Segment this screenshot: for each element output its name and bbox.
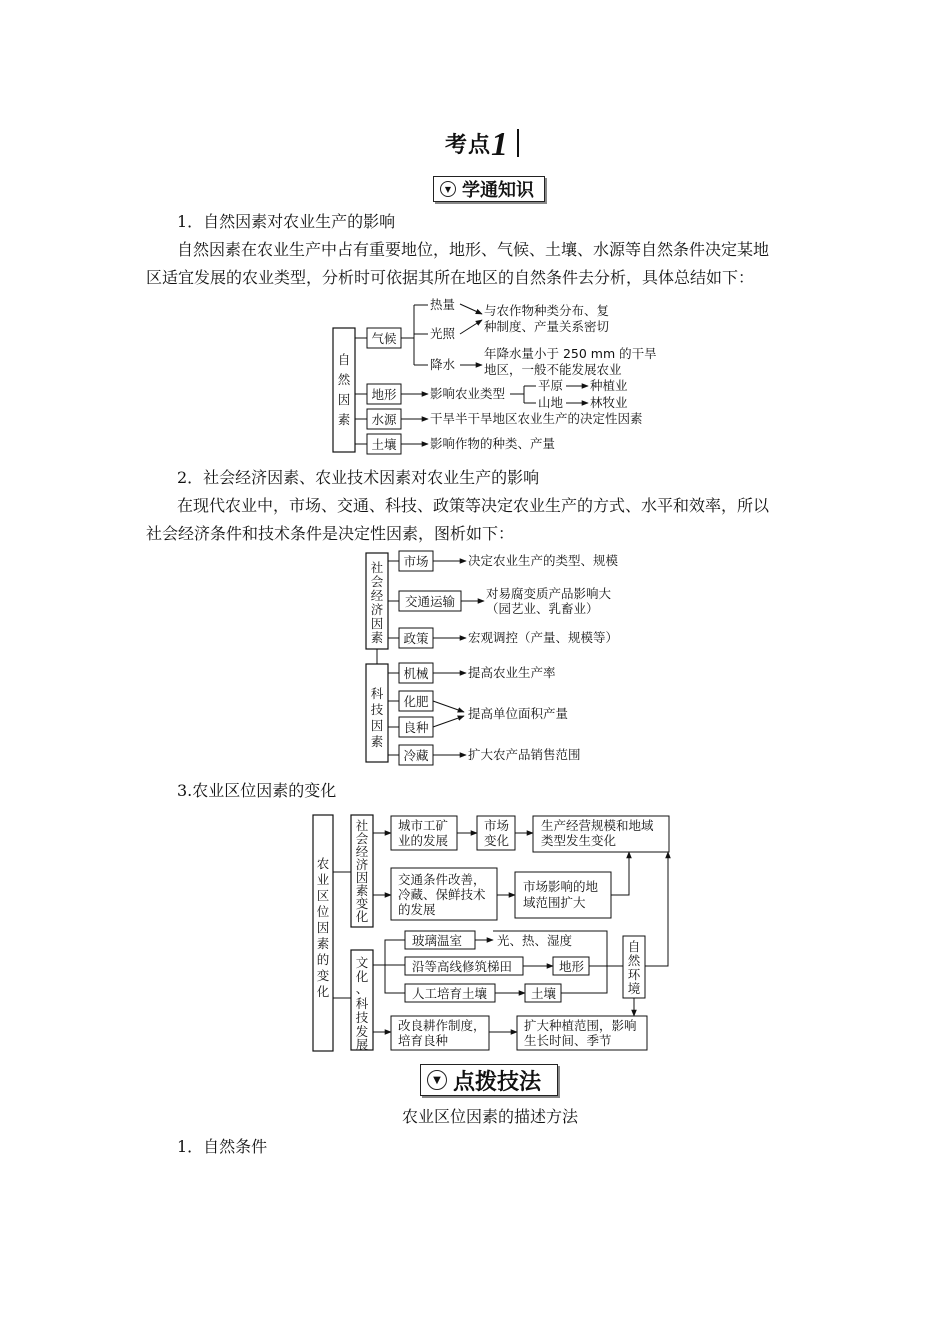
d3-g1-char: 经 [355,844,369,859]
d3-c2b: 变化 [484,833,510,848]
page-title: 考点1 [445,126,519,164]
d3-root-char: 因 [316,920,330,935]
d3-g1-char: 社 [355,818,369,833]
d3-c3b: 类型发生变化 [541,833,617,848]
d3-env-char: 自 [627,939,641,954]
d2-hl-t: 提高单位面积产量 [468,706,569,721]
triangle-down-icon: ▼ [440,181,456,197]
d3-f2a: 扩大种植范围，影响 [524,1018,637,1033]
d1-root-char: 然 [337,372,351,387]
d3-f1b: 培育良种 [398,1033,449,1048]
d3-g2-char: 技 [355,1010,369,1025]
d2-g2-char: 素 [370,734,384,749]
d3-g1-char: 素 [355,883,369,898]
d2-jiaotong-a: 对易腐变质产品影响大 [486,586,612,601]
d2-g2-char: 因 [370,718,384,733]
d2-jiaotong-b: （园艺业、乳畜业） [486,601,599,616]
method-caption: 农业区位因素的描述方法 [401,1107,578,1126]
d2-shichang-t: 决定农业生产的类型、规模 [468,553,619,568]
d3-g2-char: 展 [355,1037,369,1052]
d1-rere: 热量 [430,297,456,312]
d3-e3: 人工培育土壤 [412,986,488,1001]
d2-g1-char: 会 [370,574,384,589]
d3-c4b: 冷藏、保鲜技术 [398,887,486,902]
d3-c5b: 域范围扩大 [523,895,586,910]
d3-g2-char: 化 [355,969,369,984]
d2-huafei: 化肥 [403,694,429,709]
d3-root-char: 素 [316,936,330,951]
d3-g1-char: 因 [355,870,369,885]
d2-g1-char: 素 [370,630,384,645]
d3-c5a: 市场影响的地 [523,879,599,894]
d1-r1b: 种制度、产量关系密切 [484,319,610,334]
d2-zhengce-t: 宏观调控（产量、规模等） [468,630,619,645]
d2-g2-char: 技 [370,702,384,717]
d2-lengcang-t: 扩大农产品销售范围 [468,747,581,762]
d1-linmu: 林牧业 [590,395,628,410]
d1-shandi: 山地 [538,395,564,410]
d3-root-char: 业 [316,872,330,887]
d3-root-char: 化 [316,984,330,999]
d3-env-char: 环 [627,967,641,982]
d3-root-char: 变 [316,968,330,983]
d1-shuiyuan-t: 干旱半干旱地区农业生产的决定性因素 [430,411,643,426]
d3-root-char: 的 [316,952,330,967]
paragraph-1b: 区适宜发展的农业类型，分析时可依据其所在地区的自然条件去分析，具体总结如下： [146,268,755,287]
d3-env-char: 境 [627,981,641,996]
d3-c1a: 城市工矿 [398,818,449,833]
d3-g2-char: 文 [355,955,369,970]
d2-g1-char: 社 [370,560,384,575]
d2-lengcang: 冷藏 [403,748,429,763]
d2-g2-char: 科 [370,686,384,701]
d3-f2b: 生长时间、季节 [524,1033,612,1048]
d3-root-char: 区 [316,888,330,903]
d2-g1-char: 济 [370,602,384,617]
d1-pingyuan: 平原 [538,378,564,393]
d1-r2a: 年降水量小于 250 mm 的干旱 [484,346,657,361]
d2-jiaotong: 交通运输 [404,594,456,609]
d3-c1b: 业的发展 [398,833,449,848]
section-heading-1: 1．自然因素对农业生产的影响 [177,212,396,231]
d3-c2a: 市场 [484,818,510,833]
d3-g2-char: 、 [355,981,369,996]
d2-zhengce: 政策 [403,631,429,646]
d1-turang-t: 影响作物的种类、产量 [430,436,556,451]
d1-root-char: 素 [337,412,351,427]
section-heading-2: 2．社会经济因素、农业技术因素对农业生产的影响 [177,468,540,487]
d1-shuiyuan: 水源 [371,412,397,427]
section-badge-knowledge: ▼ 学通知识 [433,176,545,202]
d1-dixing: 地形 [371,387,397,402]
d1-root-char: 自 [337,352,351,367]
d1-r2b: 地区，一般不能发展农业 [484,362,622,377]
d3-e1: 玻璃温室 [412,933,463,948]
d3-c4a: 交通条件改善， [398,872,486,887]
d1-qihou: 气候 [371,331,397,346]
d3-env-char: 然 [627,953,641,968]
d3-e3r: 土壤 [531,986,557,1001]
d3-g1-char: 济 [355,857,369,872]
d3-e1r: 光、热、湿度 [497,933,573,948]
d3-g2-char: 发 [355,1024,369,1039]
section-heading-4: 1．自然条件 [177,1137,268,1156]
d1-zhongzhi: 种植业 [590,378,628,393]
d2-jixie-t: 提高农业生产率 [468,665,556,680]
d3-c4c: 的发展 [398,902,436,917]
d2-liangzhong: 良种 [403,720,429,735]
d1-jiangshui: 降水 [430,357,456,372]
d1-turang: 土壤 [371,437,397,452]
paragraph-1a: 自然因素在农业生产中占有重要地位，地形、气候、土壤、水源等自然条件决定某地 [177,240,770,259]
d3-g2-char: 科 [355,996,369,1011]
diagram-social-factors [366,551,619,765]
section-heading-3: 3.农业区位因素的变化 [177,781,337,800]
d3-e2r: 地形 [559,959,585,974]
paragraph-2a: 在现代农业中，市场、交通、科技、政策等决定农业生产的方式、水平和效率，所以 [177,496,770,515]
d3-g1-char: 会 [355,831,369,846]
d3-root-char: 位 [316,904,330,919]
d2-jixie: 机械 [403,666,429,681]
d2-shichang: 市场 [403,554,429,569]
d3-g1-char: 化 [355,909,369,924]
d3-e2: 沿等高线修筑梯田 [412,959,513,974]
d2-g1-char: 经 [370,588,384,603]
d1-root-char: 因 [337,392,351,407]
diagram-factor-changes [313,815,669,1052]
d1-r1a: 与农作物种类分布、复 [484,303,610,318]
paragraph-2b: 社会经济条件和技术条件是决定性因素，图析如下： [146,524,515,543]
triangle-down-icon: ▼ [427,1070,447,1090]
d1-dixing-t: 影响农业类型 [430,386,506,401]
d2-g1-char: 因 [370,616,384,631]
section-badge-tips: ▼ 点拨技法 [420,1064,558,1096]
d1-guangzhao: 光照 [430,326,456,341]
d3-root-char: 农 [316,856,330,871]
d3-g1-char: 变 [355,896,369,911]
d3-f1a: 改良耕作制度， [398,1018,486,1033]
d3-c3a: 生产经营规模和地域 [541,818,654,833]
